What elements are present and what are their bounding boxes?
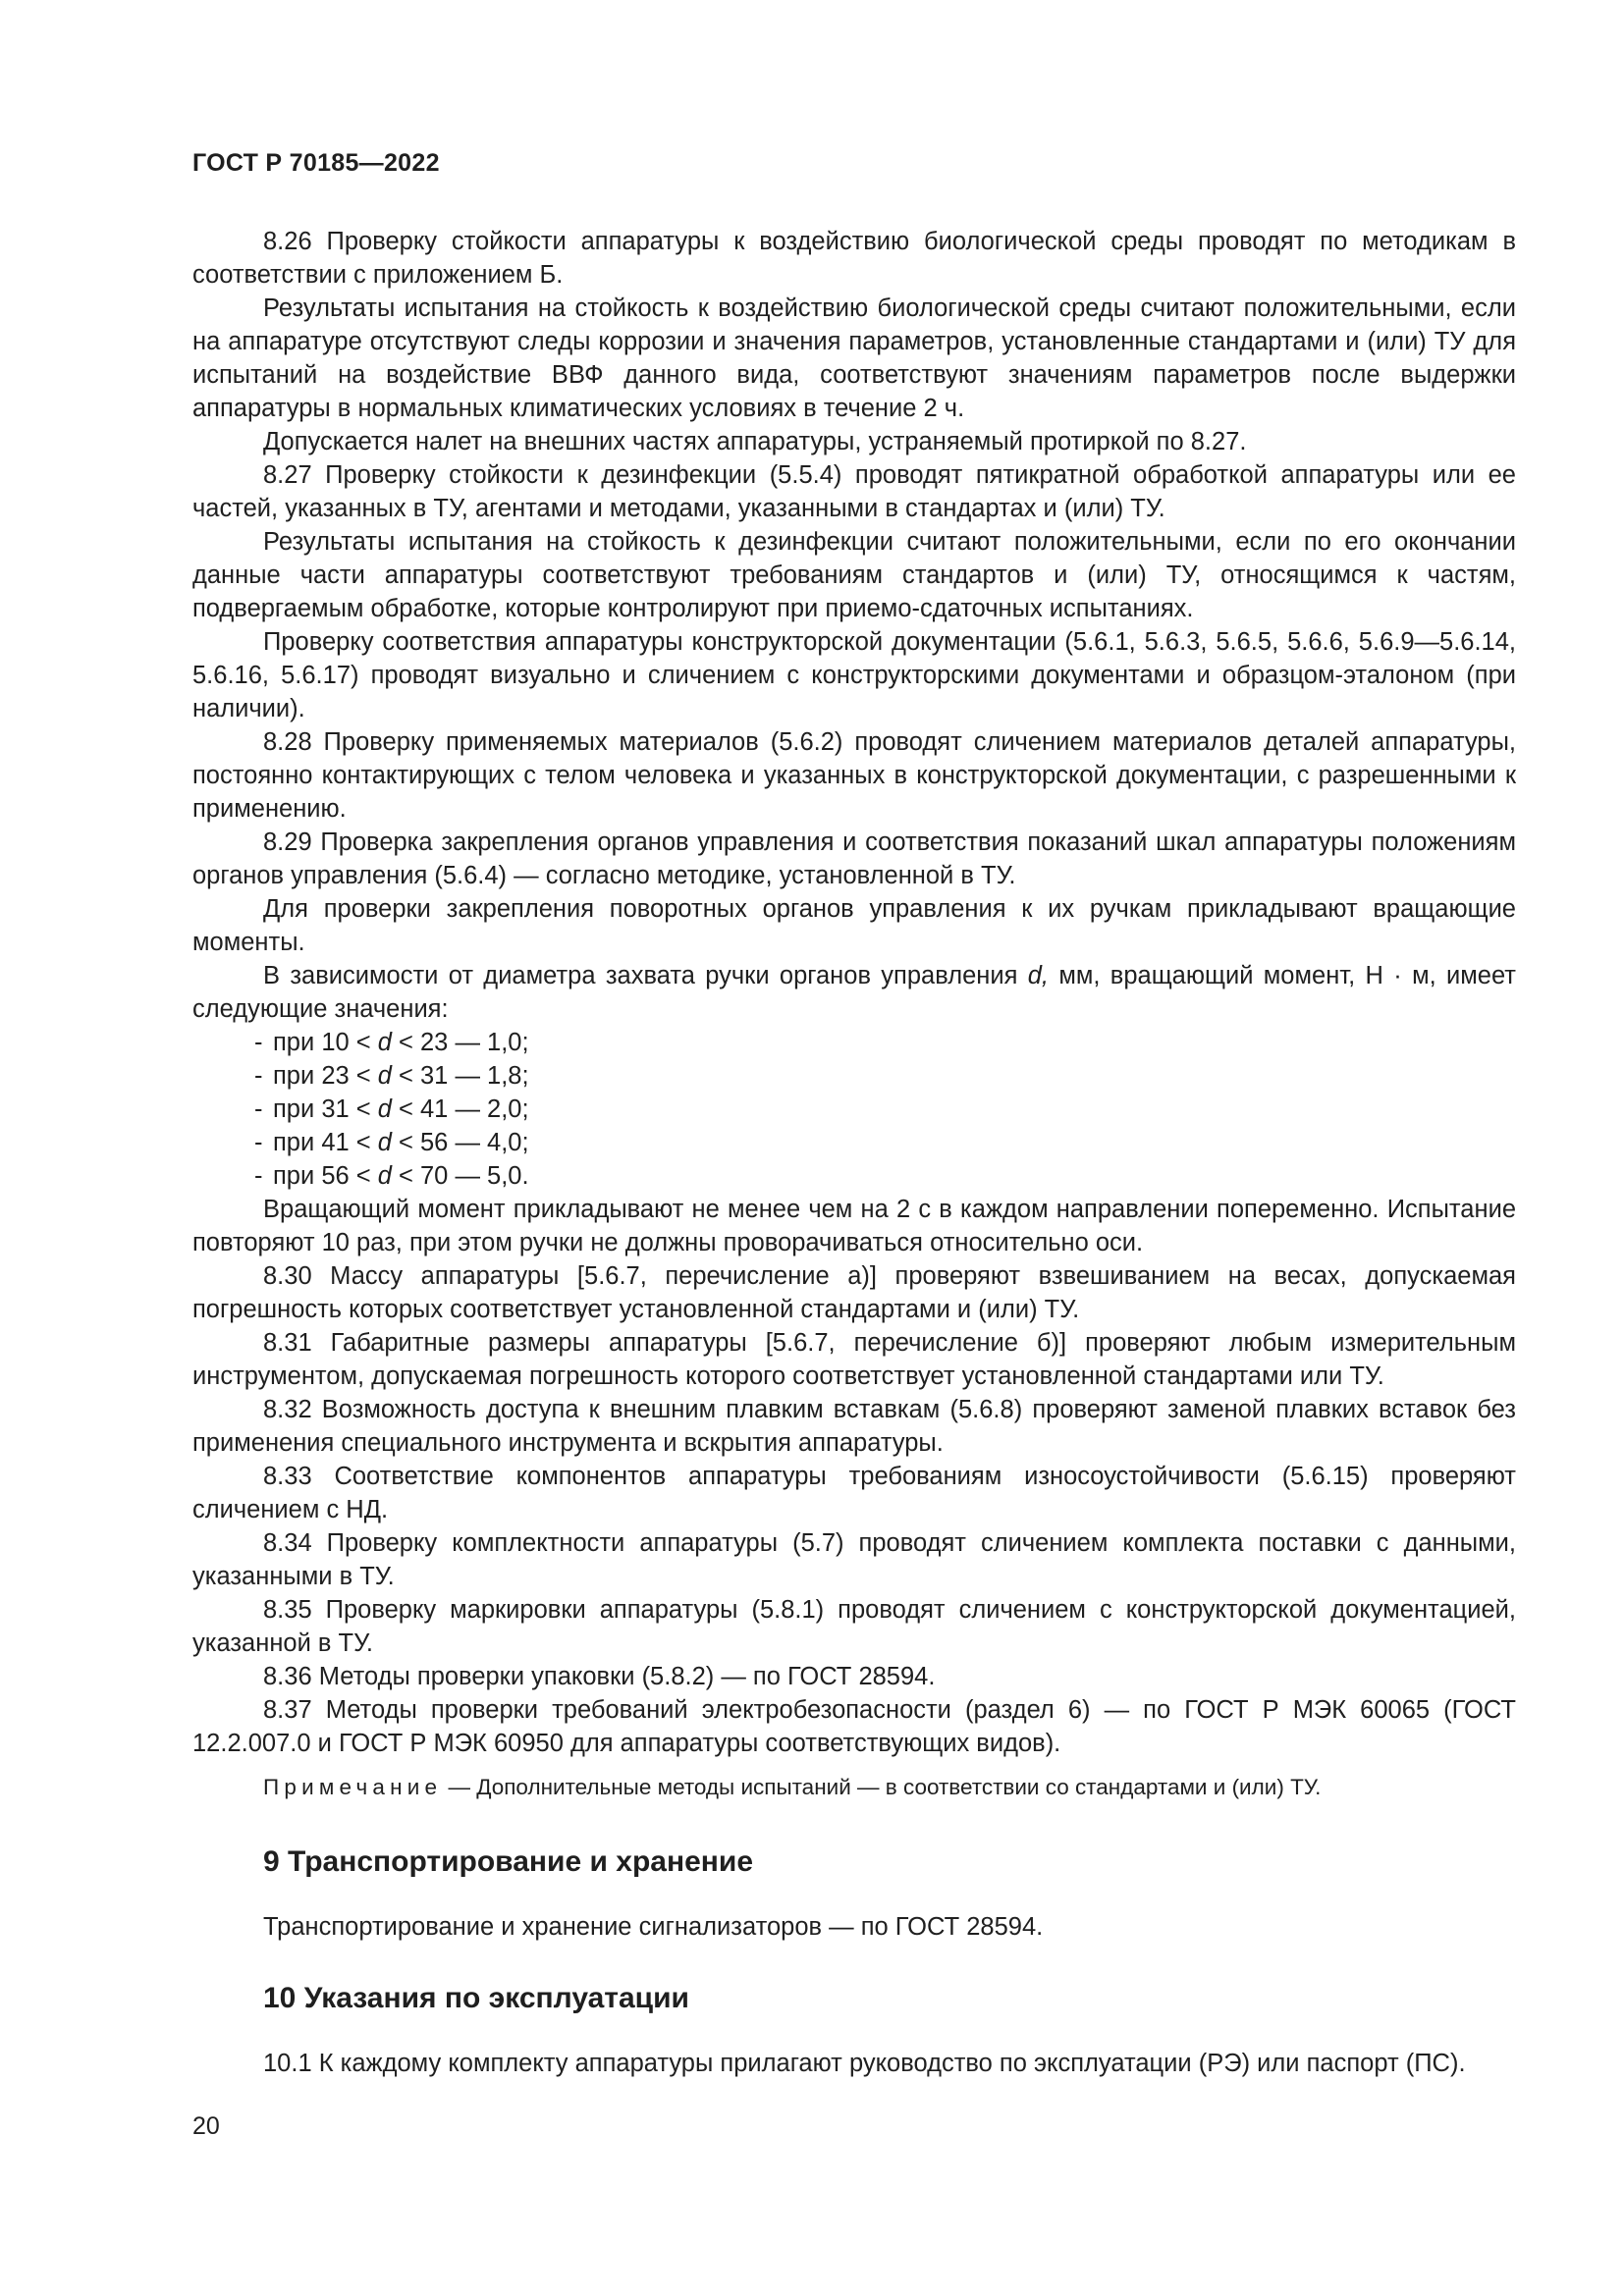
text-run: < 56 — 4,0; xyxy=(391,1129,529,1156)
paragraph-8-27-design-check: Проверку соответствия аппаратуры конструкторской документации (5.6.1, 5.6.3, 5.6.5, 5.6.6, 5.6.9—5.6.14, 5.6.16, 5.6.17) проводят визуально и сличением с конструкторскими документами и образцом-эталоном (при наличии). xyxy=(192,628,1516,722)
paragraph-8-26-allowance: Допускается налет на внешних частях аппаратуры, устраняемый протиркой по 8.27. xyxy=(263,428,1247,455)
variable-d: d xyxy=(377,1162,392,1190)
list-item xyxy=(192,1159,1516,1193)
paragraph-8-37: 8.37 Методы проверки требований электробезопасности (раздел 6) — по ГОСТ Р МЭК 60065 (ГОСТ 12.2.007.0 и ГОСТ Р МЭК 60950 для аппаратуры соответствующих видов). xyxy=(192,1696,1516,1757)
note xyxy=(192,1773,1516,1802)
list-item xyxy=(192,1093,1516,1126)
variable-d: d xyxy=(377,1029,392,1056)
paragraph-8-31: 8.31 Габаритные размеры аппаратуры [5.6.7, перечисление б)] проверяют любым измерительным инструментом, допускаемая погрешность которого соответствует установленной стандартами или ТУ. xyxy=(192,1329,1516,1390)
paragraph-8-28: 8.28 Проверку применяемых материалов (5.6.2) проводят сличением материалов деталей аппаратуры, постоянно контактирующих с телом человека и указанных в конструкторской документации, с разрешенными к применению. xyxy=(192,728,1516,823)
text-run: при 23 < xyxy=(273,1062,378,1090)
variable-d: d xyxy=(377,1062,392,1090)
text-run: при 10 < xyxy=(273,1029,378,1056)
text-run: при 31 < xyxy=(273,1095,378,1123)
paragraph-8-34: 8.34 Проверку комплектности аппаратуры (5.7) проводят сличением комплекта поставки с данными, указанными в ТУ. xyxy=(192,1529,1516,1590)
text-run: < 31 — 1,8; xyxy=(391,1062,529,1090)
paragraph-8-29-procedure: Вращающий момент прикладывают не менее чем на 2 с в каждом направлении попеременно. Испытание повторяют 10 раз, при этом ручки не должны проворачиваться относительно оси. xyxy=(192,1196,1516,1256)
list-item xyxy=(192,1059,1516,1093)
list-item xyxy=(192,1026,1516,1059)
text-run: при 56 < xyxy=(273,1162,378,1190)
section-9-heading: 9 Транспортирование и хранение xyxy=(263,1845,754,1878)
paragraph-10-1: 10.1 К каждому комплекту аппаратуры прилагают руководство по эксплуатации (РЭ) или паспорт (ПС). xyxy=(263,2050,1466,2077)
variable-d: d xyxy=(377,1095,392,1123)
note-text: — Дополнительные методы испытаний — в соответствии со стандартами и (или) ТУ. xyxy=(442,1775,1322,1799)
paragraph-8-29-torque: Для проверки закрепления поворотных органов управления к их ручкам прикладывают вращающие моменты. xyxy=(192,895,1516,956)
document-body xyxy=(192,225,1516,2080)
note-label: Примечание xyxy=(263,1775,443,1799)
paragraph-8-26-results: Результаты испытания на стойкость к воздействию биологической среды считают положительными, если на аппаратуре отсутствуют следы коррозии и значения параметров, установленные стандартами и (или) ТУ для испытаний на воздействие ВВФ данного вида, соответствуют значениям параметров после выдержки аппаратуры в нормальных климатических условиях в течение 2 ч. xyxy=(192,294,1516,422)
variable-d: d, xyxy=(1027,962,1049,989)
list-dash: - xyxy=(254,1162,263,1190)
paragraph-8-27: 8.27 Проверку стойкости к дезинфекции (5.5.4) проводят пятикратной обработкой аппаратуры или ее частей, указанных в ТУ, агентами и методами, указанными в стандартах и (или) ТУ. xyxy=(192,461,1516,522)
variable-d: d xyxy=(377,1129,392,1156)
document-header: ГОСТ Р 70185—2022 xyxy=(192,149,440,177)
text-run: < 70 — 5,0. xyxy=(391,1162,529,1190)
paragraph-8-33: 8.33 Соответствие компонентов аппаратуры требованиям износоустойчивости (5.6.15) проверяют сличением с НД. xyxy=(192,1463,1516,1523)
paragraph-8-26: 8.26 Проверку стойкости аппаратуры к воздействию биологической среды проводят по методикам в соответствии с приложением Б. xyxy=(192,228,1516,289)
paragraph-8-27-results: Результаты испытания на стойкость к дезинфекции считают положительными, если по его окончании данные части аппаратуры соответствуют требованиям стандартов и (или) ТУ, относящимся к частям, подвергаемым обработке, которые контролируют при приемо-сдаточных испытаниях. xyxy=(192,528,1516,622)
paragraph-8-29: 8.29 Проверка закрепления органов управления и соответствия показаний шкал аппаратуры положениям органов управления (5.6.4) — согласно методике, установленной в ТУ. xyxy=(192,828,1516,889)
paragraph-8-32: 8.32 Возможность доступа к внешним плавким вставкам (5.6.8) проверяют заменой плавких вставок без применения специального инструмента и вскрытия аппаратуры. xyxy=(192,1396,1516,1457)
text-run: < 23 — 1,0; xyxy=(391,1029,529,1056)
section-9-text: Транспортирование и хранение сигнализаторов — по ГОСТ 28594. xyxy=(263,1913,1044,1941)
list-dash: - xyxy=(254,1062,263,1090)
text-run: мм, вращающий момент, Н · м, имеет следующие значения: xyxy=(192,962,1516,1023)
text-run: < 41 — 2,0; xyxy=(391,1095,529,1123)
text-run: при 41 < xyxy=(273,1129,378,1156)
page-number: 20 xyxy=(192,2112,220,2140)
paragraph-8-29-diameter xyxy=(192,959,1516,1026)
list-dash: - xyxy=(254,1129,263,1156)
list-item xyxy=(192,1126,1516,1159)
paragraph-8-35: 8.35 Проверку маркировки аппаратуры (5.8.1) проводят сличением с конструкторской документацией, указанной в ТУ. xyxy=(192,1596,1516,1657)
paragraph-8-30: 8.30 Массу аппаратуры [5.6.7, перечисление а)] проверяют взвешиванием на весах, допускаемая погрешность которых соответствует установленной стандартами и (или) ТУ. xyxy=(192,1262,1516,1323)
list-dash: - xyxy=(254,1029,263,1056)
text-run: В зависимости от диаметра захвата ручки органов управления xyxy=(263,962,1028,989)
list-dash: - xyxy=(254,1095,263,1123)
paragraph-8-36: 8.36 Методы проверки упаковки (5.8.2) — по ГОСТ 28594. xyxy=(263,1663,936,1690)
section-10-heading: 10 Указания по эксплуатации xyxy=(263,1982,690,2014)
